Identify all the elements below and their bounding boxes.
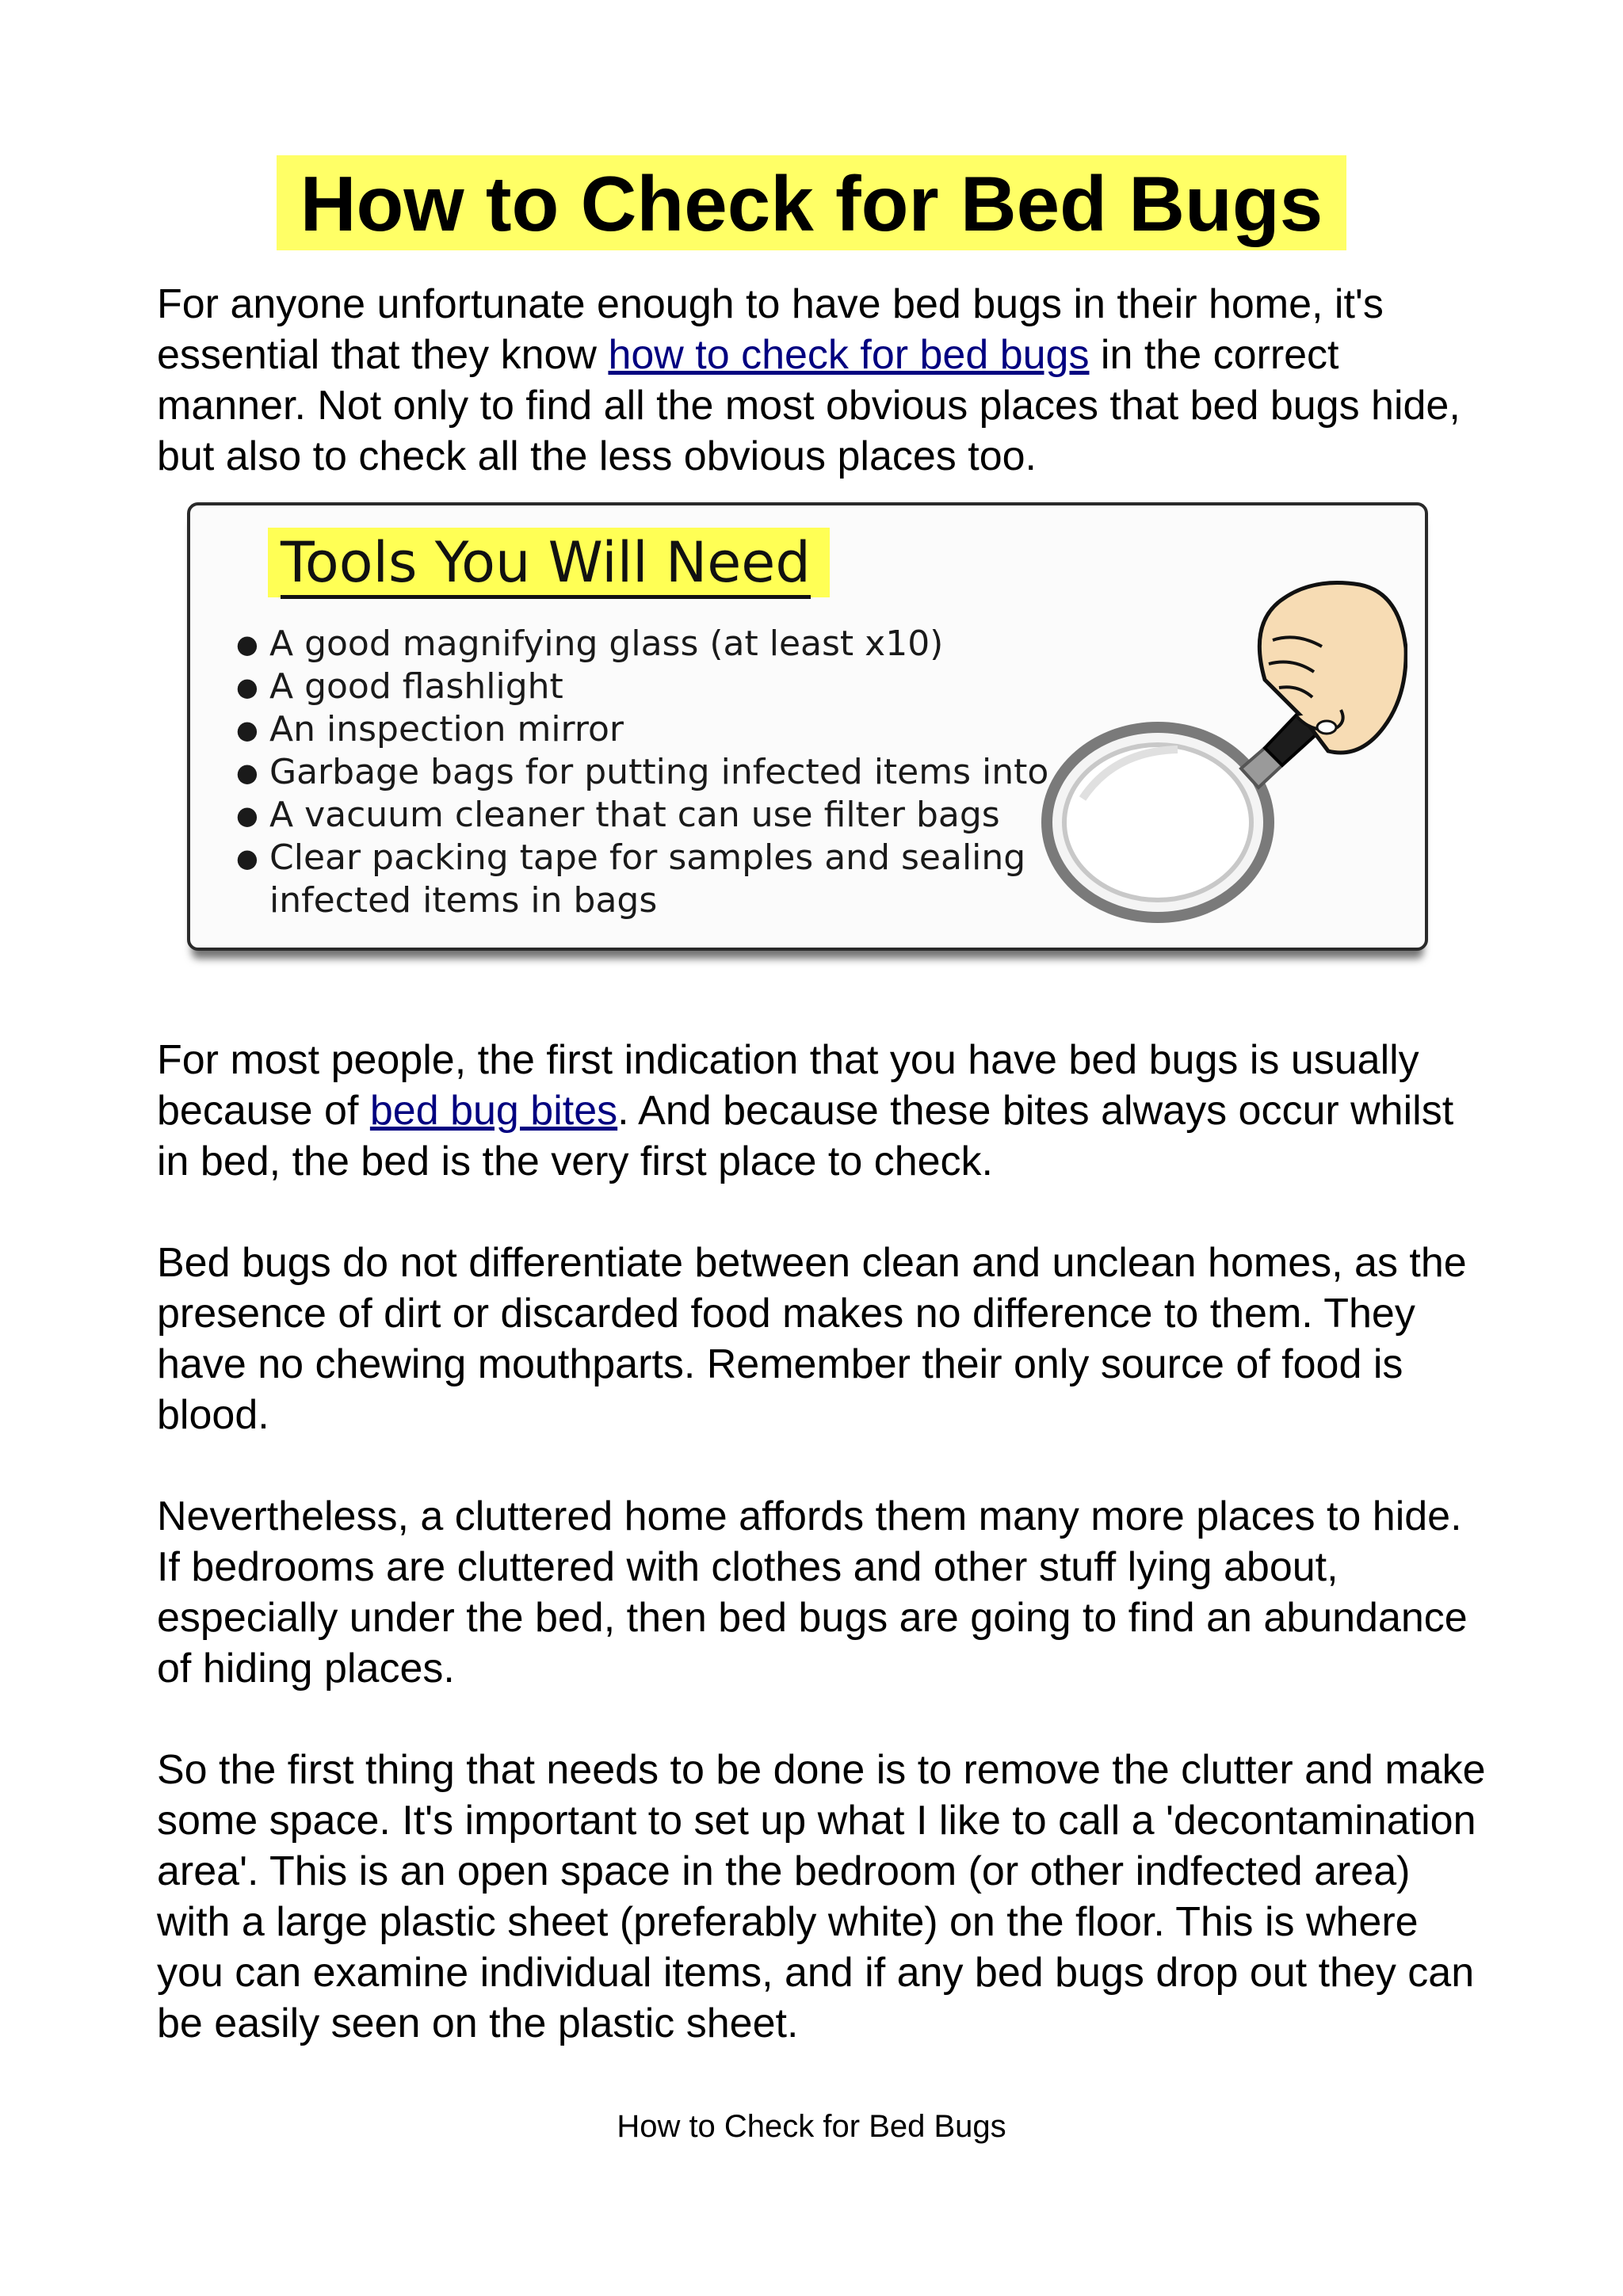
page-footer: How to Check for Bed Bugs — [617, 2109, 1006, 2144]
bites-text-before: For most people, the first indication that you have bed bugs is usually because of — [157, 1037, 1419, 1134]
tools-you-will-need-box — [187, 502, 1428, 951]
intro-text-after: in the correct manner. Not only to find all the most obvious places that bed bugs hide, but also to check all the less obvious places too. — [157, 332, 1461, 479]
tools-list-item: ● Clear packing tape for samples and sealing infected items in bags — [236, 837, 1076, 922]
tools-list-item: ● A good flashlight — [236, 666, 1076, 708]
bites-paragraph — [157, 1035, 1488, 1187]
tools-list-item: ● Garbage bags for putting infected items into — [236, 751, 1076, 794]
tools-list-item: ● A good magnifying glass (at least x10) — [236, 623, 1076, 666]
tools-heading-text: Tools You Will Need — [281, 530, 811, 599]
page-title: How to Check for Bed Bugs — [277, 155, 1346, 250]
how-to-check-link[interactable]: how to check for bed bugs — [608, 332, 1090, 378]
bed-bug-bites-link[interactable]: bed bug bites — [369, 1088, 618, 1134]
decontamination-paragraph: So the first thing that needs to be done is to remove the clutter and make some space. It's important to set up what I like to call a 'decontamination area'. This is an open space in the bedroom (or other indfected area) with a large plastic sheet (preferably white) on the floor. This is where you can examine individual items, and if any bed bugs drop out they can be easily seen on the plastic sheet. — [157, 1747, 1486, 2046]
cluttered-home-paragraph: Nevertheless, a cluttered home affords them many more places to hide. If bedrooms are cluttered with clothes and other stuff lying about, especially under the bed, then bed bugs are going to find an abundance of hiding places. — [157, 1493, 1468, 1691]
clean-homes-paragraph: Bed bugs do not differentiate between clean and unclean homes, as the presence of dirt or discarded food makes no difference to them. They have no chewing mouthparts. Remember their only source of food is blood. — [157, 1240, 1467, 1438]
intro-paragraph — [157, 279, 1488, 482]
tools-list-item: ● An inspection mirror — [236, 708, 1076, 751]
intro-text-before: For anyone unfortunate enough to have bed bugs in their home, it's essential that they know — [157, 281, 1384, 378]
title-container — [0, 155, 1623, 250]
bites-text-after: . And because these bites always occur whilst in bed, the bed is the very first place to check. — [157, 1088, 1454, 1184]
hand-holding-magnifying-glass-icon — [1027, 561, 1407, 925]
tools-heading — [268, 528, 830, 597]
tools-list — [236, 623, 1076, 922]
tools-list-item: ● A vacuum cleaner that can use filter bags — [236, 794, 1076, 837]
